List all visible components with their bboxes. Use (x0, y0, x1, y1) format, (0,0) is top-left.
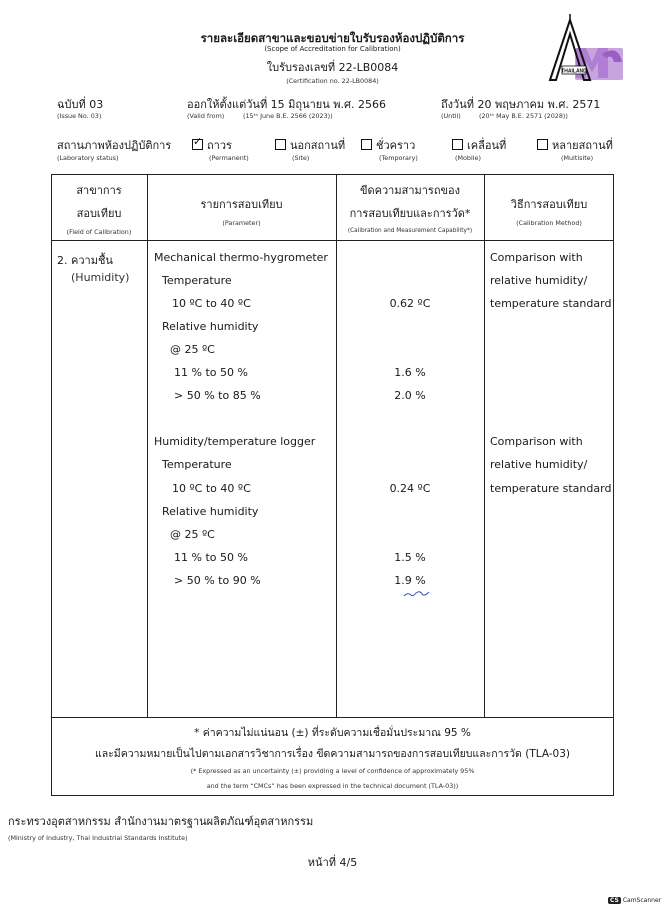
camscanner-watermark: CS CamScanner (610, 897, 662, 904)
humidity-condition: @ 25 ºC (170, 528, 215, 541)
header-method: วิธีการสอบเทียบ (Calibration Method) (510, 198, 588, 227)
field-humidity: 2. ความชื้น (57, 254, 113, 267)
footnote-divider (51, 717, 614, 718)
column-divider (336, 174, 337, 717)
handwritten-initials (402, 588, 432, 600)
footnote-line-3: (* Expressed as an uncertainty (±) providing a level of confidence of approximately 95% (190, 767, 475, 775)
cmc-value: 1.6 % (394, 366, 426, 379)
lab-status-label: สถานภาพห้องปฏิบัติการ (57, 139, 172, 152)
issue-number: ฉบับที่ 03 (57, 98, 104, 111)
valid-until-label-en: (Until) (441, 112, 461, 120)
accreditation-logo (540, 14, 630, 86)
logo-text: THAILAND (561, 68, 587, 75)
humidity-range: > 50 % to 85 % (174, 389, 261, 402)
humidity-condition: @ 25 ºC (170, 343, 215, 356)
method-text: relative humidity/ (490, 274, 588, 287)
checkbox-icon-checked (192, 139, 203, 150)
footnote-line-4: and the term “CMCs” has been expressed in the technical document (TLA-03)) (206, 782, 459, 790)
parameter-temperature: Temperature (162, 458, 232, 471)
status-multisite: หลายสถานที่ (537, 136, 613, 154)
cmc-value: 0.62 ºC (389, 297, 431, 310)
method-text: Comparison with (490, 435, 583, 448)
cmc-value: 0.24 ºC (389, 482, 431, 495)
parameter-temperature: Temperature (162, 274, 232, 287)
checkbox-icon (452, 139, 463, 150)
humidity-range: 11 % to 50 % (174, 551, 248, 564)
page-number: หน้าที่ 4/5 (307, 856, 358, 869)
status-permanent-en: (Permanent) (209, 154, 249, 162)
certificate-number: ใบรับรองเลขที่ 22-LB0084 (266, 61, 399, 74)
certificate-number-en: (Certification no. 22-LB0084) (286, 77, 379, 85)
status-mobile-en: (Mobile) (455, 154, 481, 162)
method-text: temperature standard (490, 297, 612, 310)
status-temporary: ชั่วคราว (361, 136, 415, 154)
document-title: รายละเอียดสาขาและขอบข่ายใบรับรองห้องปฏิบัติการ (200, 31, 465, 45)
temperature-range: 10 ºC to 40 ºC (172, 297, 251, 310)
camscanner-icon: CS (610, 897, 619, 904)
cmc-value: 2.0 % (394, 389, 426, 402)
checkbox-icon (361, 139, 372, 150)
cmc-value: 1.9 % (394, 574, 426, 587)
valid-until: ถึงวันที่ 20 พฤษภาคม พ.ศ. 2571 (441, 98, 601, 111)
field-humidity-en: (Humidity) (71, 271, 130, 284)
valid-from-date-en: (15ᵗʰ June B.E. 2566 (2023)) (243, 112, 333, 120)
instrument-name: Humidity/temperature logger (154, 435, 316, 448)
header-divider (51, 240, 614, 241)
temperature-range: 10 ºC to 40 ºC (172, 482, 251, 495)
document-title-en: (Scope of Accreditation for Calibration) (264, 45, 401, 53)
method-text: Comparison with (490, 251, 583, 264)
instrument-name: Mechanical thermo-hygrometer (154, 251, 328, 264)
lab-status-label-en: (Laboratory status) (57, 154, 119, 162)
status-permanent: ✓ถาวร (192, 136, 232, 154)
checkbox-icon (537, 139, 548, 150)
column-divider (484, 174, 485, 717)
footnote-line-1: * ค่าความไม่แน่นอน (±) ที่ระดับความเชื่อมั่นประมาณ 95 % (194, 727, 471, 739)
valid-from-label-en: (Valid from) (187, 112, 225, 120)
status-mobile: เคลื่อนที่ (452, 136, 506, 154)
issue-number-en: (Issue No. 03) (57, 112, 102, 120)
humidity-range: > 50 % to 90 % (174, 574, 261, 587)
cmc-value: 1.5 % (394, 551, 426, 564)
header-cmc: ขีดความสามารถของ การสอบเทียบและการวัด* (Calibration and Measurement Capability*) (347, 184, 473, 234)
status-temporary-en: (Temporary) (379, 154, 418, 162)
parameter-humidity: Relative humidity (162, 320, 259, 333)
organization-name: กระทรวงอุตสาหกรรม สำนักงานมาตรฐานผลิตภัณฑ์อุตสาหกรรม (8, 815, 314, 828)
method-text: relative humidity/ (490, 458, 588, 471)
column-divider (147, 174, 148, 717)
humidity-range: 11 % to 50 % (174, 366, 248, 379)
status-multisite-en: (Multisite) (561, 154, 594, 162)
valid-until-date-en: (20ᵗʰ May B.E. 2571 (2028)) (479, 112, 568, 120)
method-text: temperature standard (490, 482, 612, 495)
header-field: สาขาการ สอบเทียบ (Field of Calibration) (66, 184, 132, 236)
organization-name-en: (Ministry of Industry, Thai Industrial Standards Institute) (8, 834, 188, 842)
status-site: นอกสถานที่ (275, 136, 345, 154)
header-parameter: รายการสอบเทียบ (Parameter) (200, 198, 283, 227)
status-site-en: (Site) (292, 154, 310, 162)
footnote-line-2: และมีความหมายเป็นไปตามเอกสารวิชาการเรื่อง ขีดความสามารถของการสอบเทียบและการวัด (TLA-03) (94, 748, 571, 760)
parameter-humidity: Relative humidity (162, 505, 259, 518)
valid-from: ออกให้ตั้งแต่วันที่ 15 มิถุนายน พ.ศ. 2566 (187, 98, 386, 111)
checkbox-icon (275, 139, 286, 150)
